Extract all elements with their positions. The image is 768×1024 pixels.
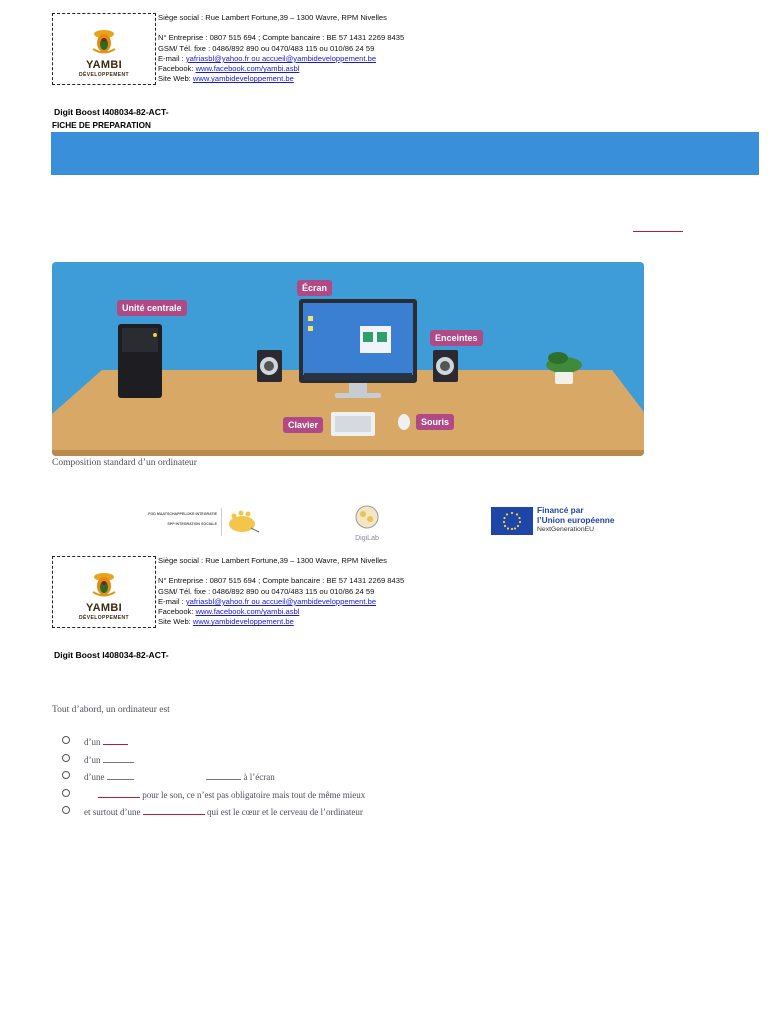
- header-facebook-row: Facebook: www.facebook.com/yambi.asbl: [158, 64, 300, 74]
- label-unite-centrale: Unité centrale: [117, 300, 187, 316]
- computer-scene-icon: [52, 262, 644, 456]
- short-blank-line: [633, 231, 683, 232]
- header-entreprise: N° Entreprise : 0807 515 694 ; Compte bancaire : BE 57 1431 2269 8435: [158, 33, 405, 43]
- header-address: Siège social : Rue Lambert Fortune,39 – 1300 Wavre, RPM Nivelles: [158, 13, 387, 22]
- answer-blank[interactable]: [143, 805, 205, 815]
- exercise-list: [62, 734, 365, 822]
- answer-blank[interactable]: [103, 753, 134, 763]
- bullet-icon: [62, 736, 70, 744]
- header-facebook-row: Facebook: www.facebook.com/yambi.asbl: [158, 607, 300, 617]
- bullet-icon: [62, 789, 70, 797]
- project-code: Digit Boost I408034-82-ACT-: [54, 650, 169, 660]
- bullet-icon: [62, 754, 70, 762]
- digilab-logo: DigiLab: [350, 504, 384, 542]
- fpp-hands-icon: [225, 508, 263, 536]
- header-email-row: E-mail : yafriasbl@yahoo.fr ou accueil@yambideveloppement.be: [158, 596, 377, 606]
- label-ecran: Écran: [297, 280, 332, 296]
- answer-blank[interactable]: [206, 770, 241, 780]
- header-contact-block: [158, 13, 404, 85]
- site-link[interactable]: www.yambideveloppement.be: [192, 74, 294, 84]
- header-phones: GSM/ Tél. fixe : 0486/892 890 ou 0470/483 115 ou 010/86 24 59: [158, 586, 375, 596]
- header-site-row: Site Web: www.yambideveloppement.be: [158, 74, 294, 84]
- eu-flag-icon: [491, 507, 533, 535]
- bullet-icon: [62, 806, 70, 814]
- logo-name: YAMBI: [86, 59, 122, 71]
- list-item: d’un: [62, 752, 365, 770]
- header-phones: GSM/ Tél. fixe : 0486/892 890 ou 0470/483 115 ou 010/86 24 59: [158, 43, 375, 53]
- yambi-logo: [52, 13, 156, 85]
- header-site-row: Site Web: www.yambideveloppement.be: [158, 617, 294, 627]
- list-item: d’une à l’écran: [62, 769, 365, 787]
- facebook-link[interactable]: www.facebook.com/yambi.asbl: [195, 64, 300, 74]
- computer-composition-illustration: [52, 262, 644, 456]
- logo-name: YAMBI: [86, 602, 122, 614]
- facebook-link[interactable]: www.facebook.com/yambi.asbl: [195, 607, 300, 617]
- header-email-row: E-mail : yafriasbl@yahoo.fr ou accueil@yambideveloppement.be: [158, 53, 377, 63]
- email-link[interactable]: yafriasbl@yahoo.fr ou accueil@yambideveloppement.be: [185, 53, 377, 63]
- label-souris: Souris: [416, 414, 454, 430]
- eu-funding-text: Financé par l’Union européenne NextGenerationEU: [537, 505, 615, 533]
- header-entreprise: N° Entreprise : 0807 515 694 ; Compte bancaire : BE 57 1431 2269 8435: [158, 576, 405, 586]
- email-link[interactable]: yafriasbl@yahoo.fr ou accueil@yambideveloppement.be: [185, 596, 377, 606]
- answer-blank[interactable]: [107, 770, 134, 780]
- image-caption: Composition standard d’un ordinateur: [52, 458, 197, 468]
- label-clavier: Clavier: [283, 417, 323, 433]
- logo-subtitle: DÉVELOPPEMENT: [79, 72, 129, 78]
- header-contact-block: [158, 556, 404, 628]
- list-item: pour le son, ce n’est pas obligatoire mais tout de même mieux: [62, 787, 365, 805]
- project-code: Digit Boost I408034-82-ACT-: [54, 107, 169, 117]
- answer-blank[interactable]: [103, 735, 128, 745]
- fpp-logo: FOD MAATSCHAPPELIJKE INTEGRATIE SPP INTEGRATION SOCIALE: [133, 508, 263, 538]
- header-address: Siège social : Rue Lambert Fortune,39 – 1300 Wavre, RPM Nivelles: [158, 556, 387, 565]
- label-enceintes: Enceintes: [430, 330, 483, 346]
- digilab-globe-icon: [350, 504, 384, 530]
- fiche-title: FICHE DE PREPARATION: [52, 121, 151, 130]
- list-item: et surtout d’une qui est le cœur et le cerveau de l’ordinateur: [62, 804, 365, 822]
- bullet-icon: [62, 771, 70, 779]
- answer-blank[interactable]: [98, 788, 140, 798]
- exercise-intro: Tout d’abord, un ordinateur est: [52, 705, 170, 715]
- list-item: d’un: [62, 734, 365, 752]
- site-link[interactable]: www.yambideveloppement.be: [192, 617, 294, 627]
- logo-subtitle: DÉVELOPPEMENT: [79, 615, 129, 621]
- yambi-logo: [52, 556, 156, 628]
- title-banner: [51, 132, 759, 175]
